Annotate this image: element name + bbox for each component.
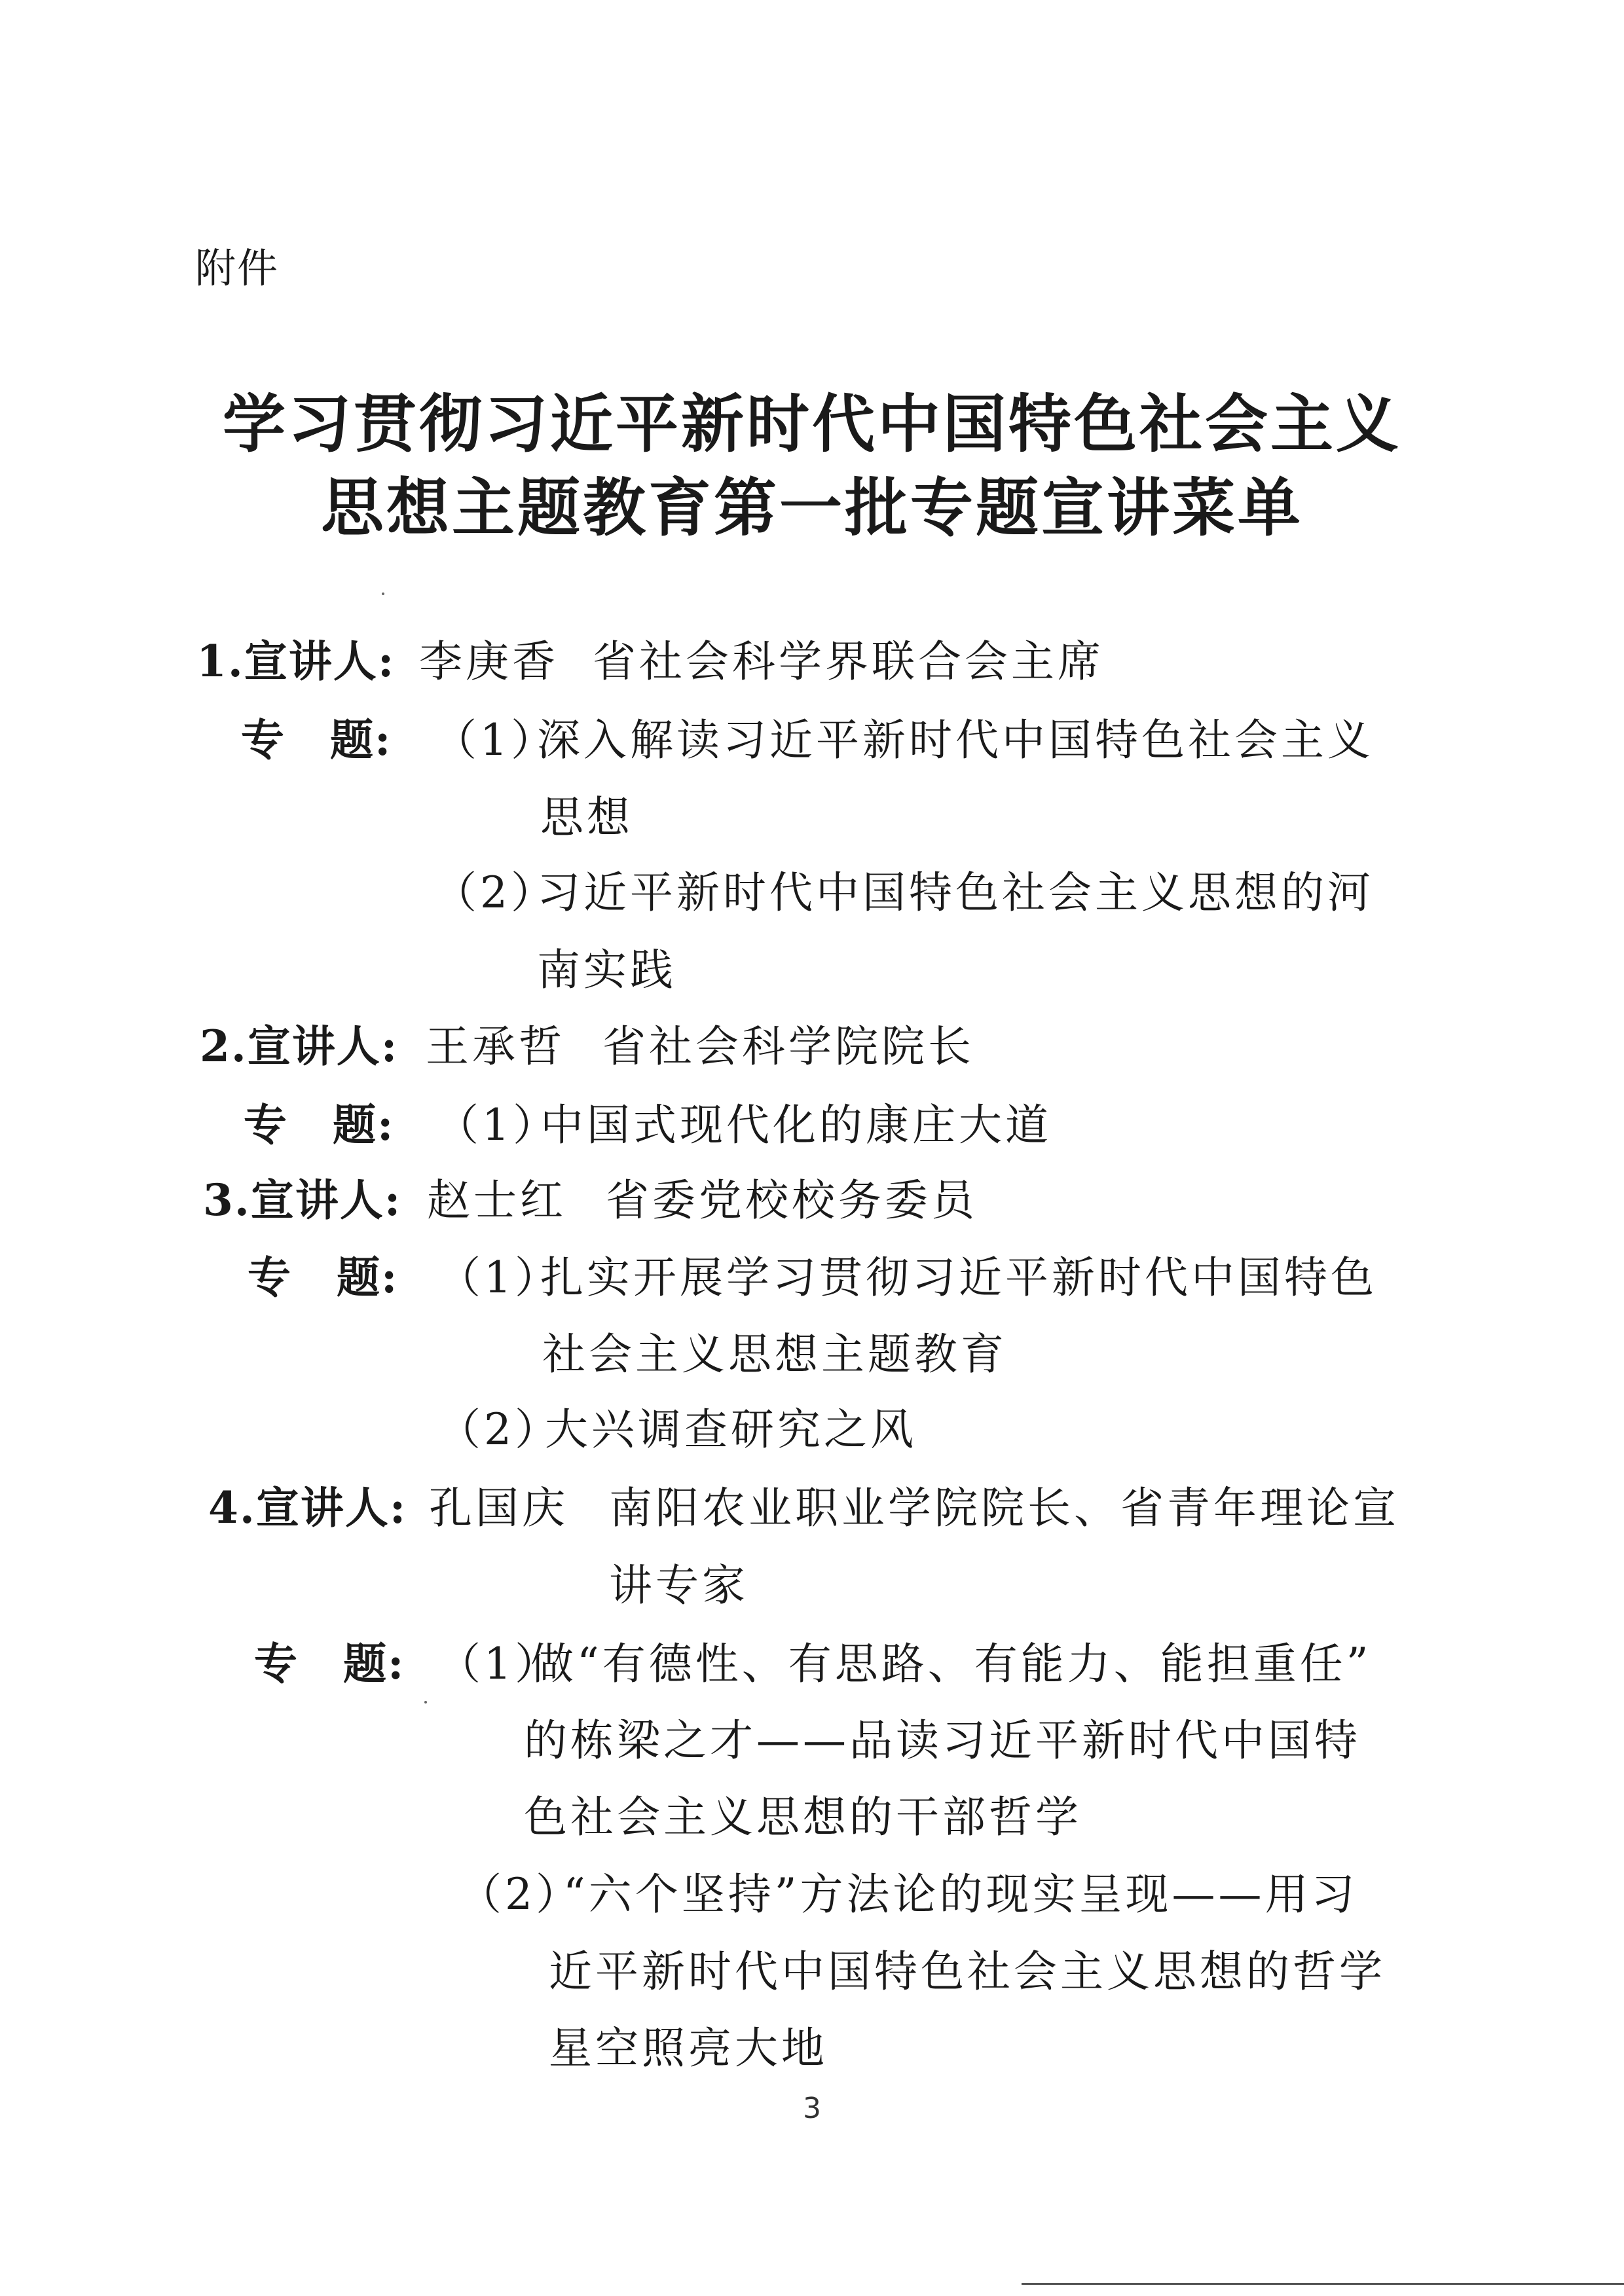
entry-3-topic-1-line-1: 扎实开展学习贯彻习近平新时代中国特色 (540, 1252, 1377, 1303)
entry-3-number: 3. (203, 1175, 251, 1226)
speaker-label: 宣讲人: (247, 1021, 399, 1072)
entry-1-topic-2-index: （2） (434, 867, 557, 918)
entry-1-topic-label: 专 题: (241, 714, 392, 765)
entry-1-number: 1. (196, 636, 244, 687)
document-title-line-1: 学习贯彻习近平新时代中国特色社会主义 (223, 387, 1401, 461)
entry-3-topic-2-index: （2） (437, 1404, 561, 1455)
entry-1-speaker-title: 省社会科学界联合会主席 (593, 636, 1104, 687)
entry-3-topic-1-index: （1） (437, 1252, 561, 1303)
entry-2-speaker-name: 王承哲 (426, 1021, 565, 1072)
entry-4-topic-2-line-3: 星空照亮大地 (549, 2023, 828, 2073)
entry-1-topic-1-index: （1） (434, 715, 557, 765)
entry-4-number: 4. (208, 1482, 256, 1533)
entry-4-topic-2-line-2: 近平新时代中国特色社会主义思想的哲学 (549, 1946, 1386, 1997)
entry-1-topic-2-line-1: 习近平新时代中国特色社会主义思想的河 (537, 867, 1374, 918)
document-title-line-2: 思想主题教育第一批专题宣讲菜单 (321, 471, 1303, 545)
entry-1-topic-1-line-2: 思想 (540, 792, 633, 843)
entry-4-speaker-title-line-1: 南阳农业职业学院院长、省青年理论宣 (609, 1483, 1399, 1533)
entry-2-topic-1-index: （1） (435, 1100, 559, 1150)
scan-speck (382, 592, 384, 595)
entry-4-topic-label: 专 题: (254, 1638, 405, 1689)
entry-4-topic-1-line-1: 做“有德性、有思路、有能力、能担重任” (530, 1639, 1372, 1689)
entry-1-topic-2-line-2: 南实践 (537, 945, 676, 995)
entry-1-topic-1-line-1: 深入解读习近平新时代中国特色社会主义 (537, 715, 1374, 765)
entry-1-speaker-name: 李庚香 (419, 636, 559, 687)
page-number: 3 (803, 2092, 821, 2125)
entry-3-topic-1-line-2: 社会主义思想主题教育 (542, 1329, 1007, 1379)
entry-4-topic-1-index: （1） (437, 1639, 561, 1689)
entry-3-topic-2-line-1: 大兴调查研究之风 (545, 1404, 917, 1455)
entry-2-speaker-title: 省社会科学院院长 (602, 1021, 974, 1072)
entry-2-speaker-row (200, 1011, 398, 1074)
speaker-label: 宣讲人: (250, 1175, 402, 1226)
entry-4-topic-1-line-3: 色社会主义思想的干部哲学 (524, 1792, 1082, 1842)
entry-2-number: 2. (200, 1021, 248, 1072)
entry-4-topic-2-line-1: “六个坚持”方法论的现实呈现——用习 (563, 1869, 1358, 1920)
entry-4-speaker-row (208, 1473, 407, 1535)
entry-3-speaker-row (203, 1165, 401, 1228)
entry-1-speaker-row (196, 627, 395, 689)
scan-edge-line (1022, 2283, 1624, 2285)
entry-3-speaker-name: 赵士红 (427, 1175, 566, 1226)
scan-speck (424, 1701, 427, 1704)
entry-3-speaker-title: 省委党校校务委员 (606, 1175, 978, 1226)
speaker-label: 宣讲人: (244, 636, 396, 687)
entry-4-speaker-name: 孔国庆 (429, 1483, 568, 1533)
entry-3-topic-label: 专 题: (248, 1252, 399, 1303)
entry-4-topic-1-line-2: 的栋梁之才——品读习近平新时代中国特 (524, 1715, 1361, 1766)
entry-2-topic-label: 专 题: (244, 1099, 395, 1150)
entry-2-topic-1-line-1: 中国式现代化的康庄大道 (540, 1100, 1052, 1150)
speaker-label: 宣讲人: (255, 1482, 407, 1533)
attachment-label: 附件 (195, 244, 280, 292)
entry-4-speaker-title-line-2: 讲专家 (609, 1560, 748, 1611)
entry-4-topic-2-index: （2） (458, 1869, 582, 1920)
